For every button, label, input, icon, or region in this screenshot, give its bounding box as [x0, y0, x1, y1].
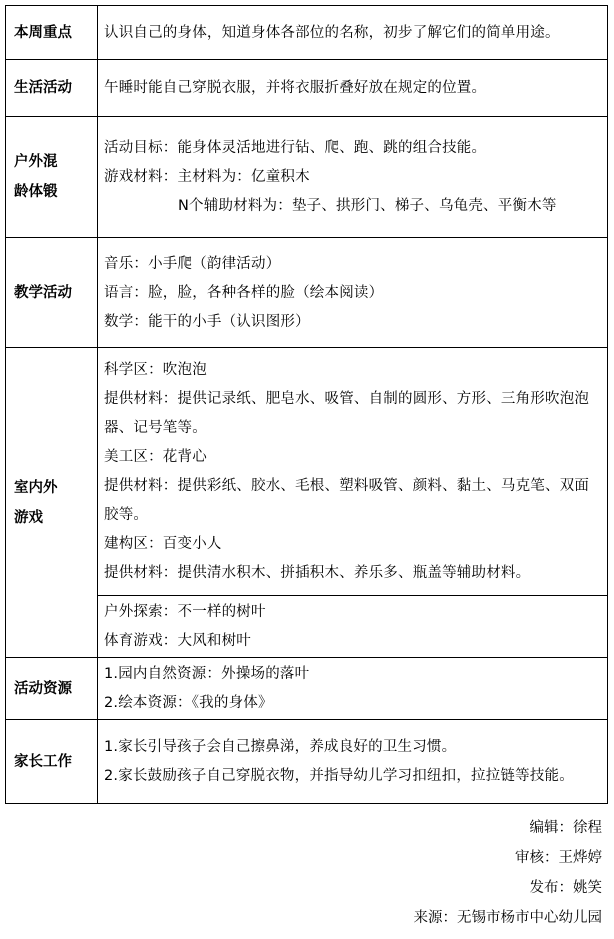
row-text: 数学：能干的小手（认识图形） [104, 313, 310, 330]
row-text: 1.园内自然资源：外操场的落叶 [104, 666, 310, 682]
row-text: 户外探索：不一样的树叶 [104, 604, 266, 620]
row-text: 2.家长鼓励孩子自己穿脱衣物，并指导幼儿学习扣纽扣，拉拉链等技能。 [104, 768, 574, 784]
row-resources [6, 658, 608, 720]
row-text: 体育游戏：大风和树叶 [104, 633, 251, 649]
editor-credit: 编辑：徐程 [529, 820, 602, 836]
row-outdoor [6, 117, 608, 238]
row-teaching [6, 238, 608, 348]
row-text: 科学区：吹泡泡 [104, 362, 207, 378]
row-text: 美工区：花背心 [104, 449, 207, 465]
row-text: 提供材料：提供记录纸、肥皂水、吸管、自制的圆形、方形、三角形吹泡泡器、记号笔等。 [104, 391, 590, 436]
row-label: 龄体锻 [14, 184, 58, 200]
row-focus [6, 6, 608, 60]
row-label: 生活活动 [6, 60, 98, 117]
reviewer-credit: 审核：王烨婷 [515, 850, 602, 866]
row-text: 游戏材料：主材料为：亿童积木 [104, 169, 310, 185]
row-label: 活动资源 [6, 658, 98, 720]
row-text: 提供材料：提供彩纸、胶水、毛根、塑料吸管、颜料、黏土、马克笔、双面胶等。 [104, 478, 590, 523]
publisher-credit: 发布：姚笑 [529, 880, 602, 896]
weekly-plan-table [5, 5, 608, 804]
row-text: 午睡时能自己穿脱衣服，并将衣服折叠好放在规定的位置。 [104, 80, 487, 96]
row-games-indoor [6, 348, 608, 596]
row-label: 本周重点 [6, 6, 98, 60]
row-label: 教学活动 [6, 238, 98, 348]
row-text: 1.家长引导孩子会自己擦鼻涕，养成良好的卫生习惯。 [104, 739, 457, 755]
row-text: 音乐：小手爬（韵律活动） [104, 255, 281, 272]
credits-footer [414, 813, 603, 933]
row-label: 游戏 [14, 509, 43, 526]
row-life [6, 60, 608, 117]
row-text: 认识自己的身体，知道身体各部位的名称，初步了解它们的简单用途。 [104, 24, 560, 41]
row-label: 家长工作 [6, 720, 98, 804]
row-text: N个辅助材料为：垫子、拱形门、梯子、乌龟壳、平衡木等 [178, 198, 557, 214]
source-credit: 来源：无锡市杨市中心幼儿园 [413, 910, 602, 926]
row-text: 提供材料：提供清水积木、拼插积木、养乐多、瓶盖等辅助材料。 [104, 565, 531, 581]
row-label: 户外混 [14, 154, 58, 170]
row-text: 建构区：百变小人 [104, 536, 222, 552]
row-label: 室内外 [14, 479, 58, 496]
row-parents [6, 720, 608, 804]
row-text: 语言：脸，脸，各种各样的脸（绘本阅读） [104, 284, 384, 301]
row-text: 活动目标：能身体灵活地进行钻、爬、跑、跳的组合技能。 [104, 140, 487, 156]
row-text: 2.绘本资源：《我的身体》 [104, 695, 273, 711]
